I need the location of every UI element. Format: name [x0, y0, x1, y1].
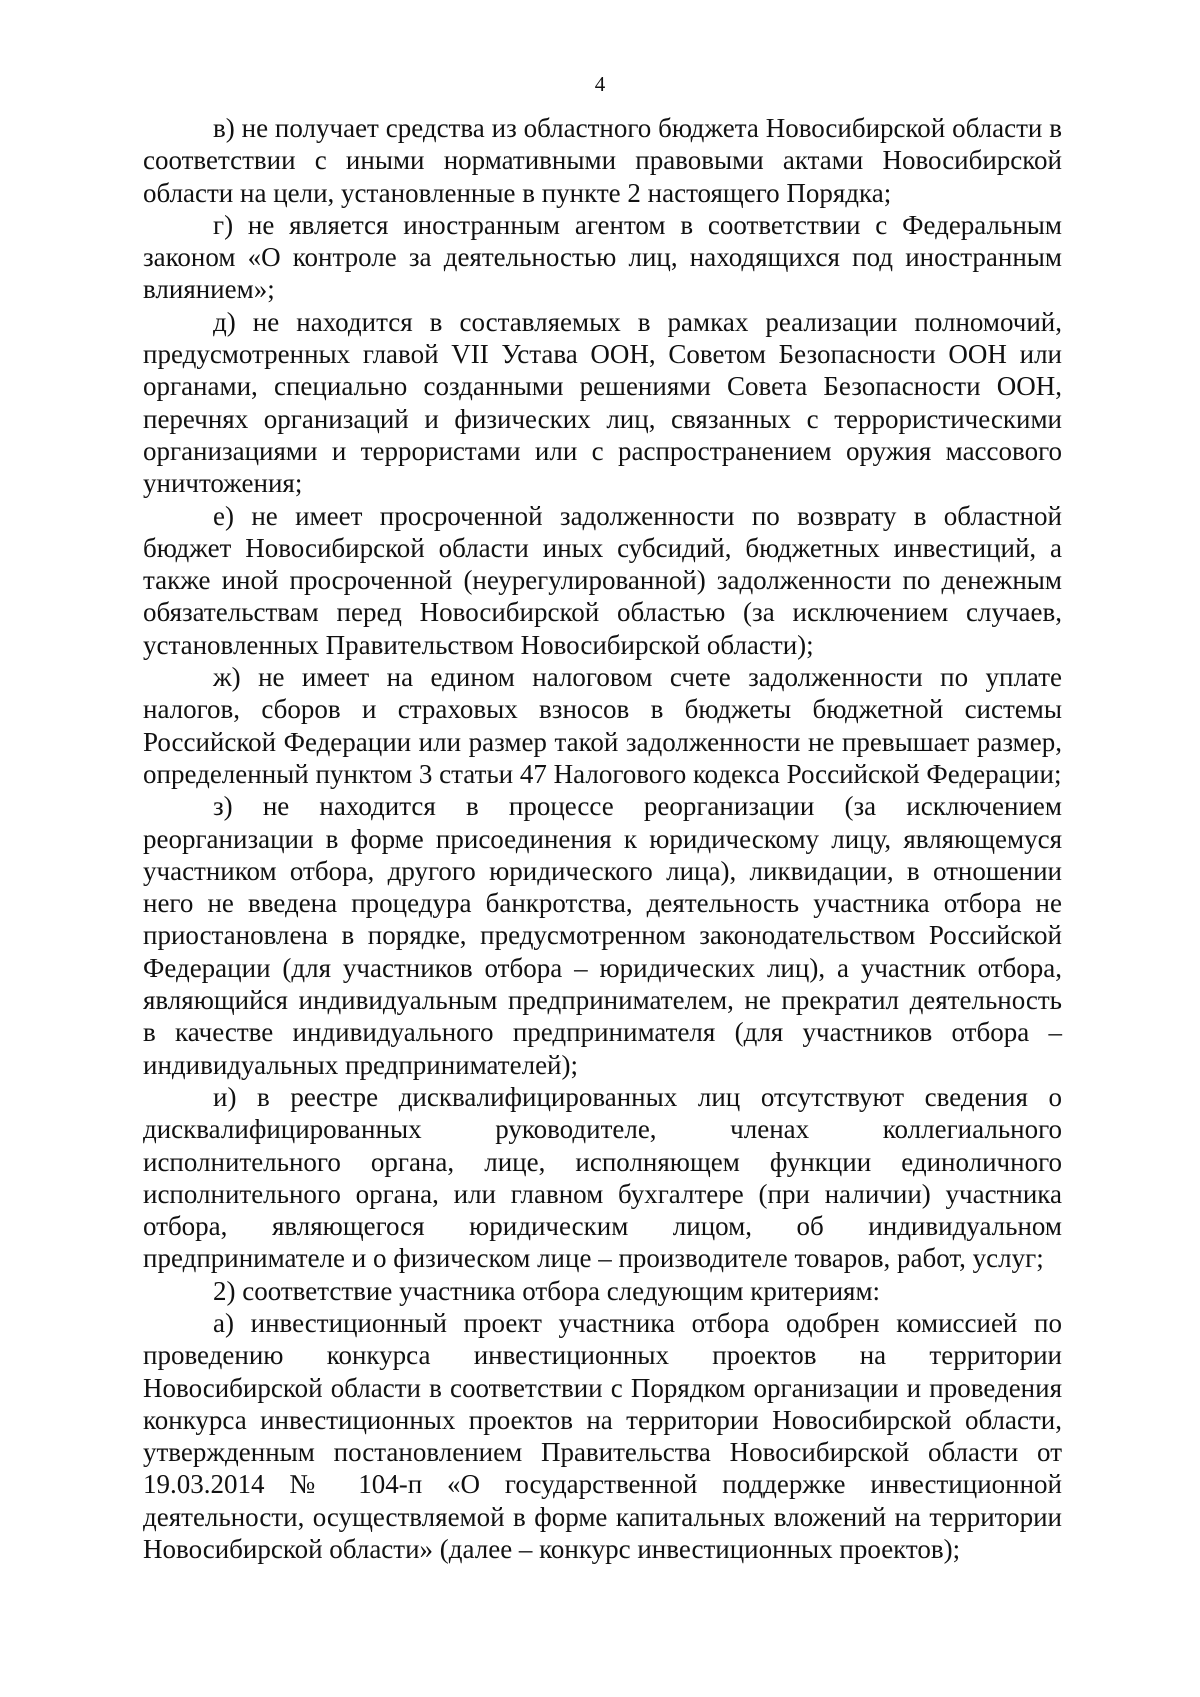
paragraph-item-d: д) не находится в составляемых в рамках реализации полномочий, предусмотренных главой VII Устава ООН, Советом Безопасности ООН или органами, специально созданными решениями Совета Безопасности ООН, перечнях организаций и физических лиц, связанных с террористическими организациями и террористами или с распространением оружия массового уничтожения;	[143, 306, 1062, 499]
paragraph-point-2: 2) соответствие участника отбора следующим критериям:	[213, 1275, 881, 1306]
paragraph-item-g: г) не является иностранным агентом в соответствии с Федеральным законом «О контроле за деятельностью лиц, находящихся под иностранным влиянием»;	[143, 209, 1062, 305]
paragraph-item-v: в) не получает средства из областного бюджета Новосибирской области в соответствии с иными нормативными правовыми актами Новосибирской области на цели, установленные в пункте 2 настоящего Порядка;	[143, 113, 1062, 208]
paragraph-item-i: и) в реестре дисквалифицированных лиц отсутствуют сведения о дисквалифицированных руководителе, членах коллегиального исполнительного органа, лице, исполняющем функции единоличного исполнительного органа, или главном бухгалтере (при наличии) участника отбора, являющегося юридическим лицом, об индивидуальном предпринимателе и о физическом лице – производителе товаров, работ, услуг;	[143, 1081, 1062, 1274]
document-body	[143, 112, 1062, 1565]
paragraph-item-a: а) инвестиционный проект участника отбора одобрен комиссией по проведению конкурса инвестиционных проектов на территории Новосибирской области в соответствии с Порядком организации и проведения конкурса инвестиционных проектов на территории Новосибирской области, утвержденным постановлением Правительства Новосибирской области от 19.03.2014 № 104-п «О государственной поддержке инвестиционной деятельности, осуществляемой в форме капитальных вложений на территории Новосибирской области» (далее – конкурс инвестиционных проектов);	[143, 1307, 1062, 1565]
paragraph-item-e: е) не имеет просроченной задолженности по возврату в областной бюджет Новосибирской области иных субсидий, бюджетных инвестиций, а также иной просроченной (неурегулированной) задолженности по денежным обязательствам перед Новосибирской областью (за исключением случаев, установленных Правительством Новосибирской области);	[143, 500, 1062, 660]
paragraph-item-z: з) не находится в процессе реорганизации (за исключением реорганизации в форме присоединения к юридическому лицу, являющемуся участником отбора, другого юридического лица), ликвидации, в отношении него не введена процедура банкротства, деятельность участника отбора не приостановлена в порядке, предусмотренном законодательством Российской Федерации (для участников отбора – юридических лиц), а участник отбора, являющийся индивидуальным предпринимателем, не прекратил деятельность в качестве индивидуального предпринимателя (для участников отбора – индивидуальных предпринимателей);	[143, 791, 1062, 1080]
paragraph-item-zh: ж) не имеет на едином налоговом счете задолженности по уплате налогов, сборов и страховых взносов в бюджеты бюджетной системы Российской Федерации или размер такой задолженности не превышает размер, определенный пунктом 3 статьи 47 Налогового кодекса Российской Федерации;	[143, 662, 1062, 789]
page-number: 4	[594, 72, 606, 96]
